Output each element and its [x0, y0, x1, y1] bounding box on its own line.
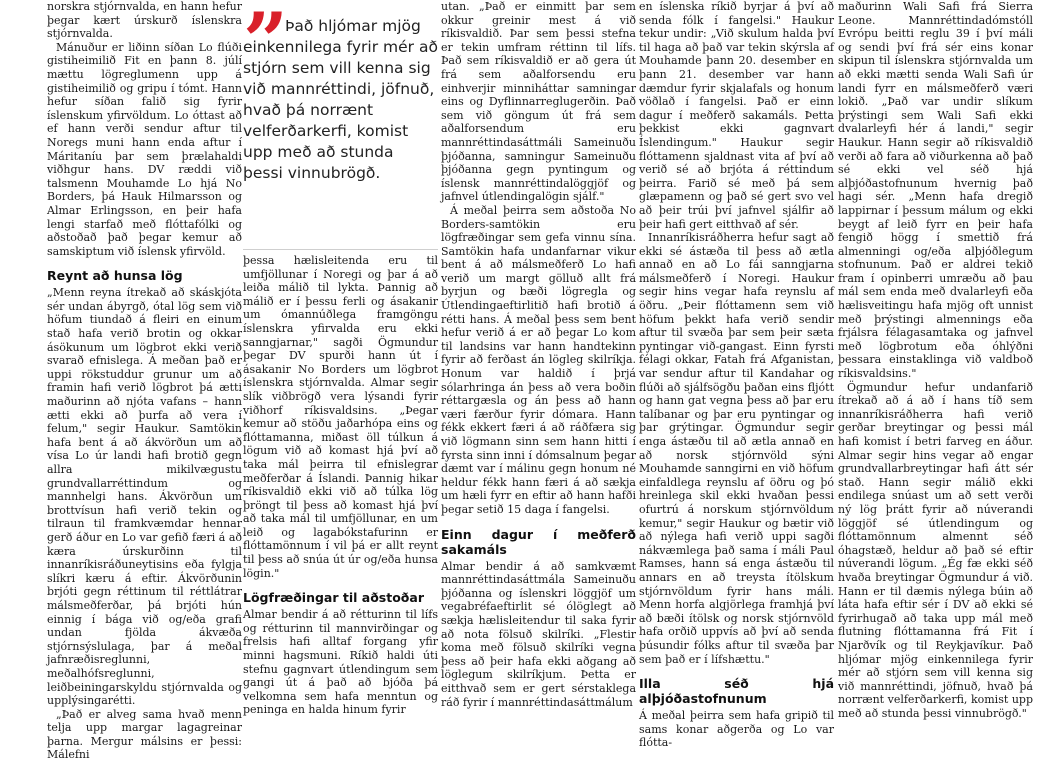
article-column-4 — [639, 0, 834, 750]
paragraph: Mánuður er liðinn síðan Lo flúði gistiheimilið Fit en þann 8. júlí mættu lögreglumenn upp á gistiheimilið og gripu í tómt. Hann hefur síðan falið sig fyrir íslenskum yfirvöldum. Lo óttast að ef hann verði sendur aftur til Noregs muni hann enda aftur í Máritaníu þar sem þrælahaldi viðhgur hans. DV ræddi við talsmenn Mouhamde Lo hjá No Borders, þá Hauk Hilmarsson og Almar Erlingsson, en þeir hafa lengi starfað með flóttafólki og aðstoðað það þegar kemur að samskiptum við íslensk yfirvöld. — [47, 40, 242, 258]
paragraph: þessa hælisleitenda eru til umfjöllunar í Noregi og þar á að leiða málið til lykta. Þannig að málið er í þessu ferli og ásakanir um ómannúðlega framgöngu íslenskra yfirvalda eru ekki sanngjarnar," sagði Ögmundur þegar DV spurði hann út í ásakanir No Borders um lögbrot íslenskra stjórnvalda. Almar segir slík viðbrögð vera lýsandi fyrir viðhorf ríkisvaldsins. „Þegar kemur að stöðu jaðarhópa eins og flóttamanna, miðast öll túlkun á lögum við að komast hjá því að taka mál þeirra til efnislegrar meðferðar á Íslandi. Þannig hikar ríkisvaldið ekki við að túlka lög þröngt til þess að komast hjá því að taka mál til umfjöllunar, en um leið og lagabókstafurinn er flóttamönnum í vil þá er allt reynt til þess að snúa út úr og/eða hunsa lögin." — [243, 254, 438, 580]
paragraph: Almar bendir á að rétturinn til lífs og rétturinn til mannvirðingar og frelsis hafi alltaf forgang yfir minni hagsmuni. Ríkið haldi úti stefnu gagnvart útlendingum sem gangi út á það að bjóða þá velkomna sem hafa menntun og peninga en halda hinum fyrir — [243, 608, 438, 717]
paragraph: „Menn reyna ítrekað að skáskjóta sér undan ábyrgð, ótal lög sem við höfum tiundað á fleiri en einum stað hafa verið brotin og okkar ásökunum um lögbrot ekki verið svarað efnislega. Á meðan það er uppi rökstuddur grunur um að framin hafi verið lögbrot þá ætti maðurinn að njóta vafans – hann ætti ekki að þurfa að vera í felum," segir Haukur. Samtökin hafa bent á að ákvörðun um að vísa Lo úr landi hafi brotið gegn allra mikilvægustu grundvallarréttindum og mannhelgi hans. Ákvörðun um brottvísun hafi verið tekin og tilraun til framkvæmdar hennar gerð áður en Lo var gefið færi á að kæra úrskurðinn til innanríkisráðuneytisins eða fylgja slíkri kæru á eftir. Ákvörðunin brjóti gegn réttinum til réttlátrar málsmeðferðar, þá brjóti hún einnig í bága við og/eða grafi undan fjölda ákvæða stjórnsýslulaga, þar á meðal jafnræðisreglunni, meðalhófsreglunni, leiðbeiningarskyldu stjórnvalda og upplýsingarétti. — [47, 286, 242, 708]
article-column-3 — [441, 0, 636, 709]
article-column-5 — [838, 0, 1033, 720]
paragraph: „Það er alveg sama hvað menn telja upp margar lagagreinar þarna. Mergur málsins er þessi: Málefni — [47, 707, 242, 762]
paragraph: en íslenska ríkið byrjar á því að senda fólk í fangelsi." Haukur tekur undir: „Við skulum halda því til haga að það var tekin skýrsla af Mouhamde þann 20. desember en þann 21. desember var hann dæmdur fyrir skjalafals og honum vöðlað í fangelsi. Það er einn dagur í meðferð sakamáls. Þetta þekkist ekki gagnvart Íslendingum." Haukur segir flóttamenn sjaldnast vita af því að verið sé að brjóta á réttindum þeirra. Farið sé með þá sem glæpamenn og það sé gert svo vel að þeir trúi því jafnvel sjálfir að þeir hafi gert eitthvað af sér. — [639, 0, 834, 231]
paragraph: Á meðal þeirra sem hafa gripið til sams konar aðgerða og Lo var flótta- — [639, 709, 834, 750]
paragraph: Innanríkisráðherra hefur sagt að ekki sé ástæða til þess að ætla annað en að Lo fái sanngjarna málsmeðferð í Noregi. Haukur segir hins vegar hafa reynslu af öðru. „Þeir flóttamenn sem við höfum þekkt hafa verið sendir aftur til svæða þar sem þeir sæta pyntingar við-gangast. Einn fyrsti félagi okkar, Fatah frá Afganistan, var sendur aftur til Kandahar og flúði að sjálfsögðu þaðan eins fljótt og hann gat vegna þess að þar eru talíbanar og þar eru pyntingar og þar grýtingar. Ögmundur segir enga ástæðu til að ætla annað en að norsk stjórnvöld sýni Mouhamde sanngirni en við höfum einfaldlega reynslu af öðru og þó hreinlega skil ekki hvaðan þessi ofurtrú á norskum stjórnvöldum kemur," segir Haukur og bætir við að nýlega hafi verið uppi sagði nákvæmlega það sama í máli Paul Ramses, hann sá enga ástæðu til annars en að treysta ítölskum stjórnvöldum fyrir hans máli. Menn horfa algjörlega framhjá því að bæði ítölsk og norsk stjórnvöld hafa orðið uppvís að því að senda þúsundir fólks aftur til svæða þar sem það er í lífshættu." — [639, 231, 834, 666]
divider — [243, 249, 438, 250]
paragraph: Á meðal þeirra sem aðstoða No Borders-samtökin eru lögfræðingar sem gefa vinnu sína. Samtökin hafa undanfarnar vikur bent á að málsmeðferð Lo hafi verið um margt gölluð allt frá byrjun og bæði lögregla og Útlendingaeftirlitið hafi brotið á rétti hans. Á meðal þess sem bent hefur verið á er að þegar Lo kom til landsins var hann handtekinn fyrir að ferðast án lögleg skilríkja. Honum var haldið í þrjá sólarhringa án þess að vera boðin réttargæsla og án þess að hann væri færður fyrir dómara. Hann fékk ekkert færi á að ráðfæra sig við lögmann sinn sem hann hitti í fyrsta sinn inni í dómsalnum þegar dæmt var í málinu gegn honum né heldur fékk hann færi á að sækja um hæli fyrr en eftir að hann hafði þegar setið 15 daga í fangelsi. — [441, 203, 636, 516]
subheading: Einn dagur í meðferð sakamáls — [441, 526, 636, 557]
subheading: Reynt að hunsa lög — [47, 268, 183, 284]
paragraph: norskra stjórnvalda, en hann hefur þegar kært úrskurð íslenskra stjórnvalda. — [47, 0, 242, 41]
article-column-1 — [47, 0, 242, 762]
subheading: Illa séð hjá alþjóðastofnunum — [639, 676, 834, 707]
paragraph: maðurinn Wali Safi frá Sierra Leone. Mannréttindadómstóll Evrópu beitti reglu 39 í því máli og sendi því frá sér eins konar skipun til íslenskra stjórnvalda um að ekki mætti senda Wali Safi úr landi fyrr en málsmeðferð væri lokið. „Það var undir slíkum þrýstingi sem Wali Safi ekki dvalarleyfi hér á landi," segir Haukur. Hann segir að ríkisvaldið verði að fara að viðurkenna að það sé ekki vel séð hjá alþjóðastofnunum hvernig það hagi sér. „Menn hafa dregið lappirnar í þessum málum og ekki beygt af leið fyrr en þeir hafa fengið högg í smettið frá almenningi og/eða alþjóðlegum stofnunum. Það er aldrei tekið fram í opinberri umræðu að þau mál sem enda með dvalarleyfi eða hælisveitingu hafa mjög oft unnist með þrýstingi almennings eða frjálsra félagasamtaka og jafnvel með lögbrotum eða óhlýðni þessara einstaklinga við valdboð ríkisvaldsins." — [838, 0, 1033, 381]
subheading: Lögfræðingar til aðstoðar — [243, 590, 424, 606]
paragraph: utan. „Það er einmitt þar sem okkur greinir mest á við ríkisvaldið. Þar sem þessi stefna er tekin umfram réttinn til lífs. Það sem ríkisvaldið er að gera út frá sem aðalforsendu eru einhverjir minniháttar samningar eins og Dyflinnarreglugerðin. Það sem við göngum út frá sem aðalforsendum eru mannréttindasáttmáli Sameinuðu þjóðanna, samningur Sameinuðu þjóðanna gegn pyntingum og íslensk mannréttindalöggjöf og jafnvel útlendingalögin sjálf." — [441, 0, 636, 204]
pull-quote-text: Það hljómar mjög einkennilega fyrir mér að stjórn sem vill kenna sig við mannréttindi, jöfnuð, hvað þá norrænt velferðarkerfi, komist upp með að stunda þessi vinnubrögð. — [243, 17, 438, 182]
paragraph: Ögmundur hefur undanfarið ítrekað að á að í hans tíð sem innanríkisráðherra hafi verið gerðar breytingar og þessi mál hafi komist í betri farveg en áður. Almar segir hins vegar að engar grundvallarbreytingar hafi átt sér stað. Hann segir málið ekki endilega snúast um að sett verði ný lög þrátt fyrir að núverandi löggjöf sé útlendingum og flóttamönnum almennt séð óhagstæð, heldur að það sé eftir núverandi lögum. „Ég fæ ekki séð hvaða breytingar Ögmundur á við. Hann er til dæmis nýlega búin að láta hafa eftir sér í DV að ekki sé fyrirhugað að taka upp mál með flutning flóttamanna frá Fit í Njarðvík og til Reykjavíkur. Það hljómar mjög einkennilega fyrir mér að stjórn sem vill kenna sig við mannréttindi, jöfnuð, hvað þá norrænt velferðarkerfi, komist upp með að stunda þessi vinnubrögð." — [838, 380, 1033, 720]
quote-mark-icon: ” — [243, 0, 278, 87]
article-column-2 — [243, 0, 438, 717]
paragraph: Almar bendir á að samkvæmt mannréttindasáttmála Sameinuðu þjóðanna og íslenskri löggjöf um vegabréfaeftirlit sé ólöglegt að sækja hælisleitendur til saka fyrir að nota fölsuð skilríki. „Flestir koma með fölsuð skilríki vegna þess að þeir hafa ekki aðgang að löglegum skilríkjum. Þetta er eitthvað sem er gert sérstaklega ráð fyrir í mannréttindasáttmálum — [441, 559, 636, 709]
pull-quote — [243, 0, 438, 250]
